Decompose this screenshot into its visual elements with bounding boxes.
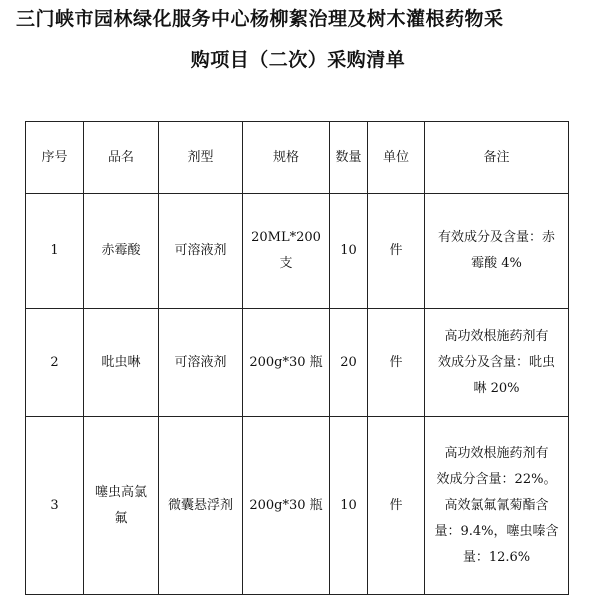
table-row [26,417,569,595]
cell-name: 吡虫啉 [84,309,159,417]
cell-seq: 1 [26,194,84,309]
cell-spec: 200g*30 瓶 [243,417,330,595]
note-line: 啉 20% [473,380,520,396]
cell-form: 可溶液剂 [159,194,243,309]
header-unit: 单位 [368,122,425,194]
header-form: 剂型 [159,122,243,194]
header-spec: 规格 [243,122,330,194]
cell-unit: 件 [368,417,425,595]
title-line-2: 购项目（二次）采购清单 [190,49,406,71]
header-qty: 数量 [330,122,368,194]
note-line: 有效成分及含量：赤 [437,230,555,245]
cell-unit: 件 [368,309,425,417]
table-row [26,309,569,417]
name-line: 氟 [114,510,128,526]
cell-note [425,194,569,309]
cell-unit: 件 [368,194,425,309]
note-line: 量：9.4%，噻虫嗪含 [434,523,559,539]
note-line: 量：12.6% [462,549,531,565]
cell-form: 微囊悬浮剂 [159,417,243,595]
cell-spec: 20ML*200 支 [243,194,330,309]
name-line: 噻虫高氯 [94,484,147,500]
header-name: 品名 [84,122,159,194]
procurement-table [25,121,569,595]
cell-spec: 200g*30 瓶 [243,309,330,417]
cell-name: 赤霉酸 [84,194,159,309]
cell-form: 可溶液剂 [159,309,243,417]
cell-qty: 10 [330,417,368,595]
table-header-row [26,122,569,194]
note-line: 霉酸 4% [471,256,522,271]
note-line: 高效氯氟氰菊酯含 [444,497,549,513]
note-line: 高功效根施药剂有 [444,328,549,344]
cell-seq: 2 [26,309,84,417]
cell-note [425,309,569,417]
cell-qty: 20 [330,309,368,417]
cell-qty: 10 [330,194,368,309]
note-line: 效成分含量：22%。 [436,471,557,487]
table-row [26,194,569,309]
header-note: 备注 [425,122,569,194]
cell-name [84,417,159,595]
note-line: 效成分及含量：吡虫 [437,354,555,370]
note-line: 高功效根施药剂有 [444,445,549,461]
cell-note [425,417,569,595]
cell-seq: 3 [26,417,84,595]
title-line-1: 三门峡市园林绿化服务中心杨柳絮治理及树木灌根药物采 [16,8,504,30]
header-seq: 序号 [26,122,84,194]
